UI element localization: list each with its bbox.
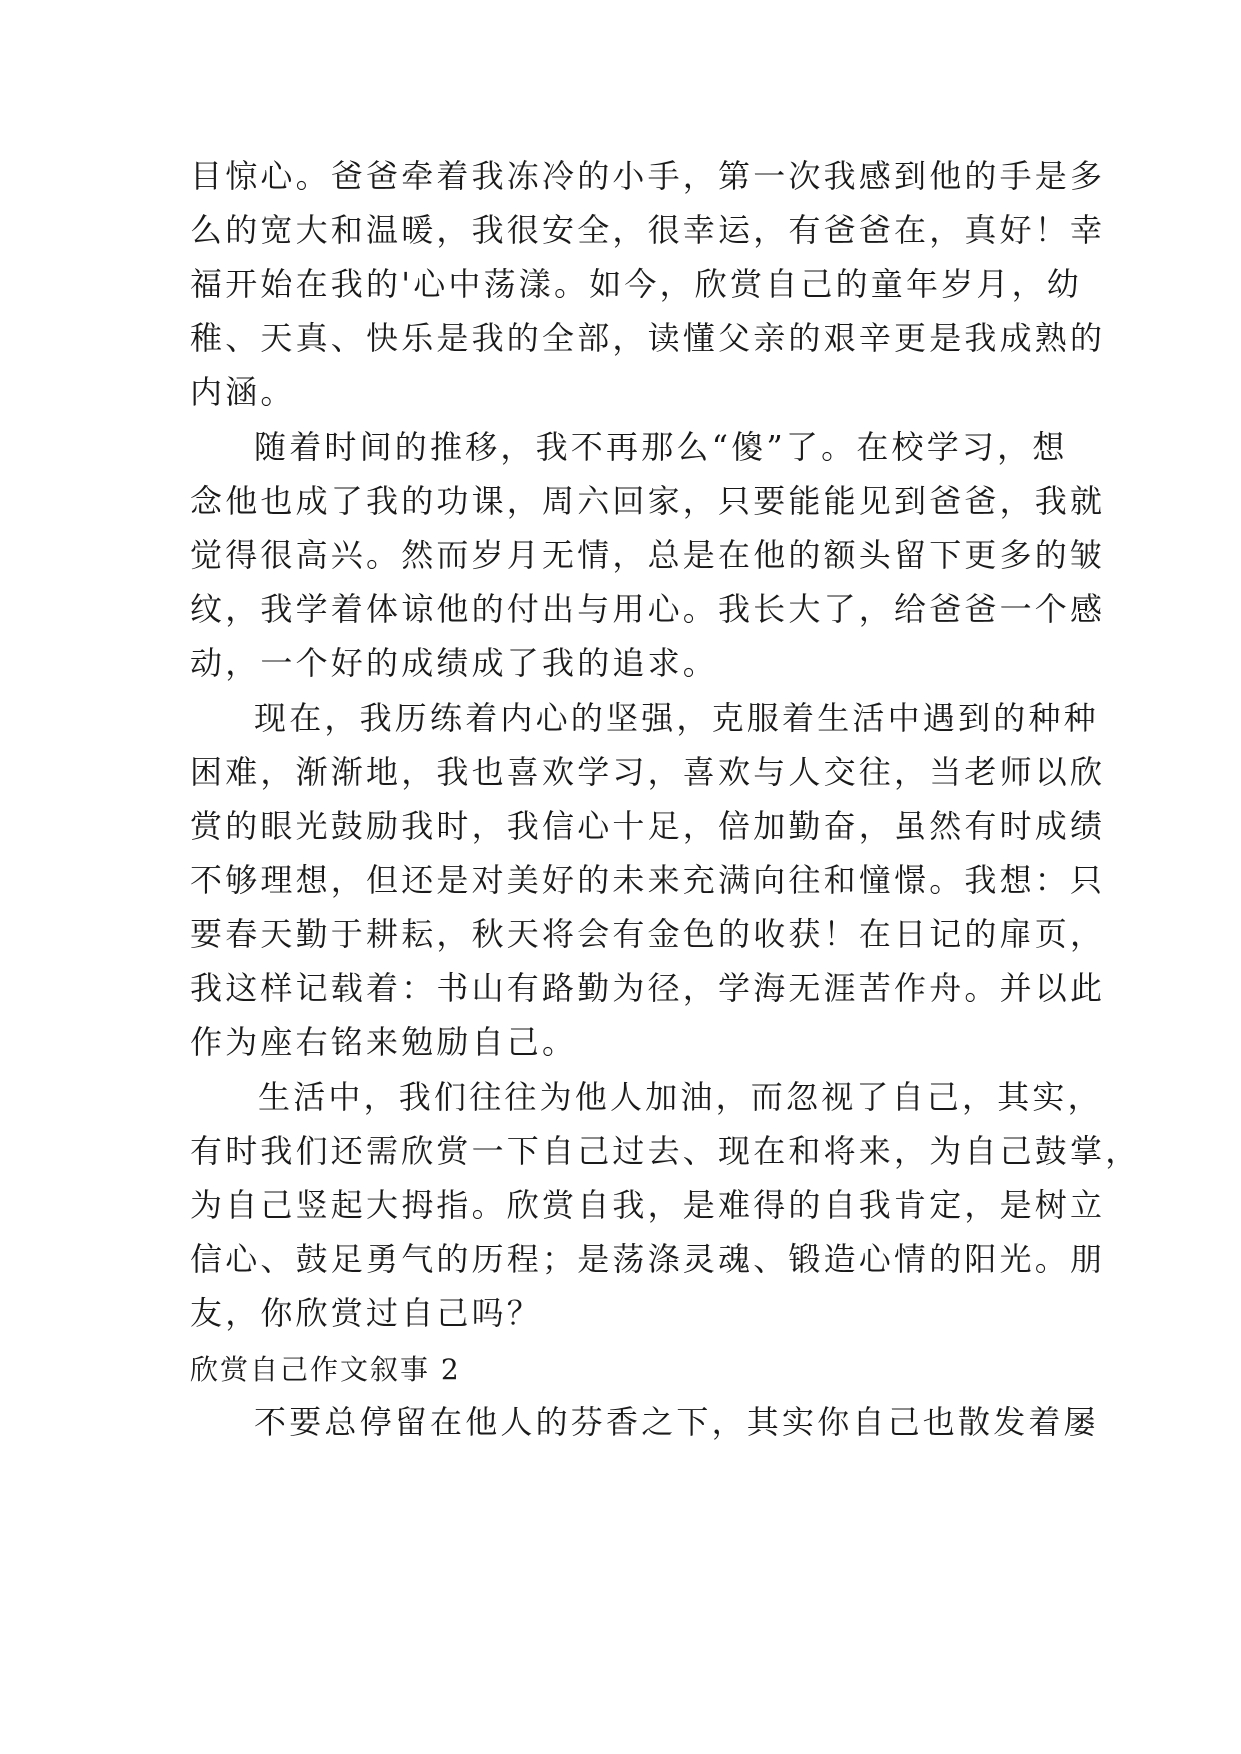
text-line: 么的宽大和温暖，我很安全，很幸运，有爸爸在，真好！幸 <box>190 211 1106 249</box>
section-heading: 欣赏自己作文叙事 2 <box>190 1353 461 1386</box>
paragraph-first-line: 现在，我历练着内心的坚强，克服着生活中遇到的种种 <box>254 699 1099 737</box>
text-line: 为自己竖起大拇指。欣赏自我，是难得的自我肯定，是树立 <box>190 1186 1106 1224</box>
text-line: 内涵。 <box>190 373 296 411</box>
text-line: 赏的眼光鼓励我时，我信心十足，倍加勤奋，虽然有时成绩 <box>190 807 1106 845</box>
text-line: 有时我们还需欣赏一下自己过去、现在和将来，为自己鼓掌， <box>190 1132 1141 1170</box>
text-line: 动，一个好的成绩成了我的追求。 <box>190 644 719 682</box>
text-line: 稚、天真、快乐是我的全部，读懂父亲的艰辛更是我成熟的 <box>190 319 1106 357</box>
text-line: 要春天勤于耕耘，秋天将会有金色的收获！在日记的扉页， <box>190 915 1106 953</box>
text-line: 目惊心。爸爸牵着我冻冷的小手，第一次我感到他的手是多 <box>190 157 1106 195</box>
paragraph-first-line: 生活中，我们往往为他人加油，而忽视了自己，其实， <box>258 1078 1103 1116</box>
text-line: 信心、鼓足勇气的历程；是荡涤灵魂、锻造心情的阳光。朋 <box>190 1240 1106 1278</box>
text-line: 福开始在我的'心中荡漾。如今，欣赏自己的童年岁月，幼 <box>190 265 1082 303</box>
text-line: 友，你欣赏过自己吗？ <box>190 1294 543 1332</box>
text-line: 念他也成了我的功课，周六回家，只要能能见到爸爸，我就 <box>190 482 1106 520</box>
text-line: 困难，渐渐地，我也喜欢学习，喜欢与人交往，当老师以欣 <box>190 753 1106 791</box>
text-line: 我这样记载着：书山有路勤为径，学海无涯苦作舟。并以此 <box>190 969 1106 1007</box>
text-line: 不够理想，但还是对美好的未来充满向往和憧憬。我想：只 <box>190 861 1106 899</box>
text-line: 觉得很高兴。然而岁月无情，总是在他的额头留下更多的皱 <box>190 536 1106 574</box>
paragraph-first-line: 随着时间的推移，我不再那么“傻”了。在校学习，想 <box>254 428 1068 466</box>
text-line: 纹，我学着体谅他的付出与用心。我长大了，给爸爸一个感 <box>190 590 1106 628</box>
paragraph-first-line: 不要总停留在他人的芬香之下，其实你自己也散发着屡 <box>254 1403 1099 1441</box>
text-line: 作为座右铭来勉励自己。 <box>190 1023 578 1061</box>
